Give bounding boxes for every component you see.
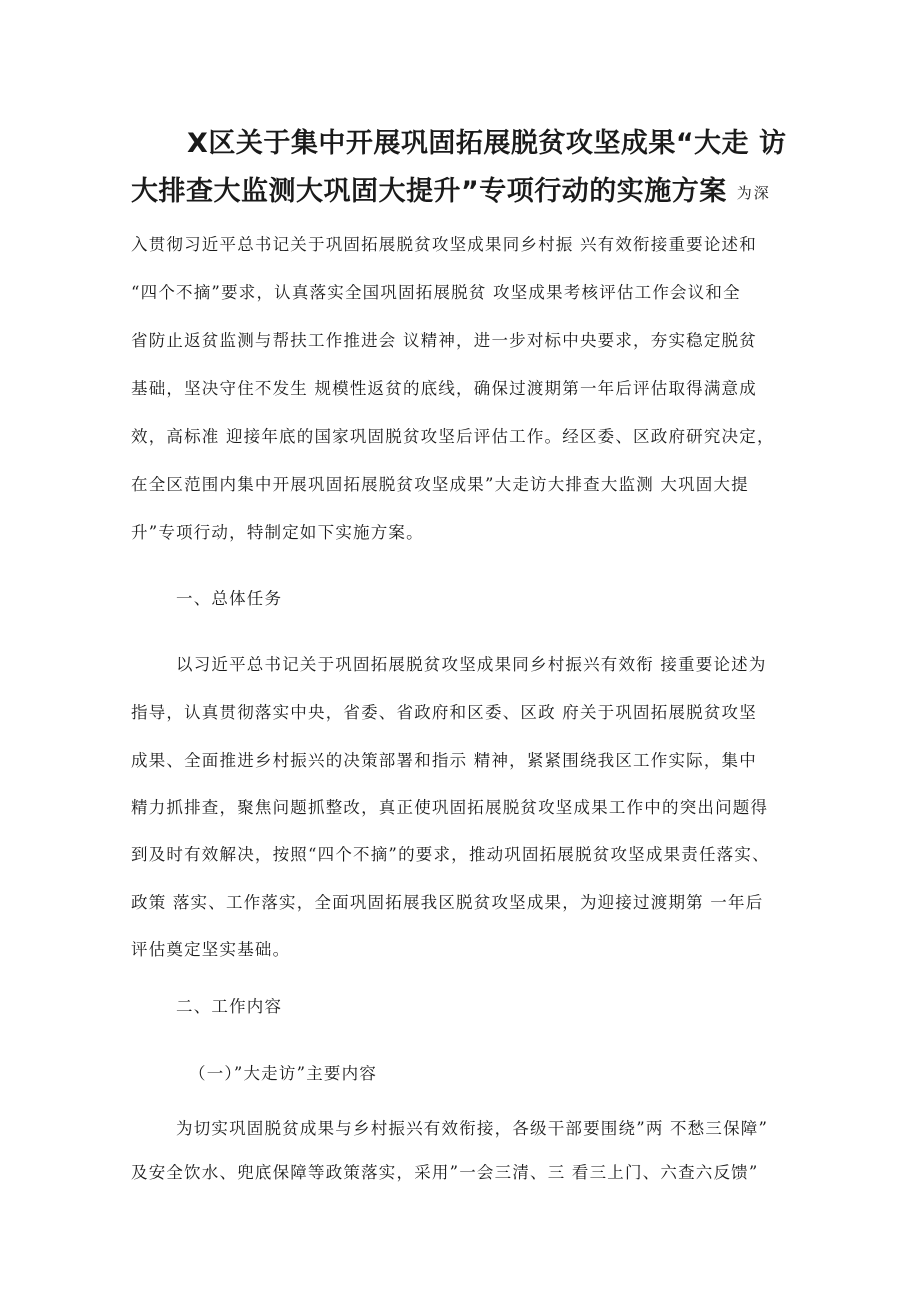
intro-line: 省防止返贫监测与帮扶工作推进会 议精神，进一步对标中央要求，夯实稳定脱贫 xyxy=(131,331,757,350)
section-1-line: 政策 落实、工作落实，全面巩固拓展我区脱贫攻坚成果，为迎接过渡期第 一年后 xyxy=(131,893,764,912)
section-1-line: 评估奠定坚实基础。 xyxy=(131,940,291,959)
section-1-line: 以习近平总书记关于巩固拓展脱贫攻坚成果同乡村振兴有效衔 接重要论述为 xyxy=(176,655,767,674)
section-2-heading: 二、工作内容 xyxy=(176,997,283,1016)
intro-line: 效，高标准 迎接年底的国家巩固脱贫攻坚后评估工作。经区委、区政府研究决定， xyxy=(131,427,775,446)
document-title-line-2 xyxy=(131,176,771,209)
intro-line: 入贯彻习近平总书记关于巩固拓展脱贫攻坚成果同乡村振 兴有效衔接重要论述和 xyxy=(131,235,757,254)
section-1-line: 成果、全面推进乡村振兴的决策部署和指示 精神，紧紧围绕我区工作实际，集中 xyxy=(131,751,757,770)
intro-line: 升”专项行动，特制定如下实施方案。 xyxy=(131,523,424,542)
section-2-line: 为切实巩固脱贫成果与乡村振兴有效衔接，各级干部要围绕”两 不愁三保障” xyxy=(176,1119,769,1138)
section-1-line: 指导，认真贯彻落实中央，省委、省政府和区委、区政 府关于巩固拓展脱贫攻坚 xyxy=(131,703,757,722)
intro-text-start: 为深 xyxy=(736,184,771,202)
section-1-line: 精力抓排查，聚焦问题抓整改，真正使巩固拓展脱贫攻坚成果工作中的突出问题得 xyxy=(131,798,769,817)
intro-line: “四个不摘”要求，认真落实全国巩固拓展脱贫 攻坚成果考核评估工作会议和全 xyxy=(131,283,741,302)
intro-line: 基础，坚决守住不发生 规模性返贫的底线，确保过渡期第一年后评估取得满意成 xyxy=(131,379,757,398)
section-2-subheading: （一）”大走访”主要内容 xyxy=(189,1064,378,1083)
section-1-line: 到及时有效解决，按照“四个不摘”的要求，推动巩固拓展脱贫攻坚成果责任落实、 xyxy=(131,845,770,864)
document-title-line-1: X区关于集中开展巩固拓展脱贫攻坚成果“大走 访 xyxy=(187,128,787,159)
section-2-line: 及安全饮水、兜底保障等政策落实，采用”一会三清、三 看三上门、六查六反馈” xyxy=(131,1163,759,1182)
intro-line: 在全区范围内集中开展巩固拓展脱贫攻坚成果”大走访大排查大监测 大巩固大提 xyxy=(131,475,749,494)
document-title-text: 大排查大监测大巩固大提升”专项行动的实施方案 xyxy=(131,176,727,207)
section-1-heading: 一、总体任务 xyxy=(176,589,283,608)
